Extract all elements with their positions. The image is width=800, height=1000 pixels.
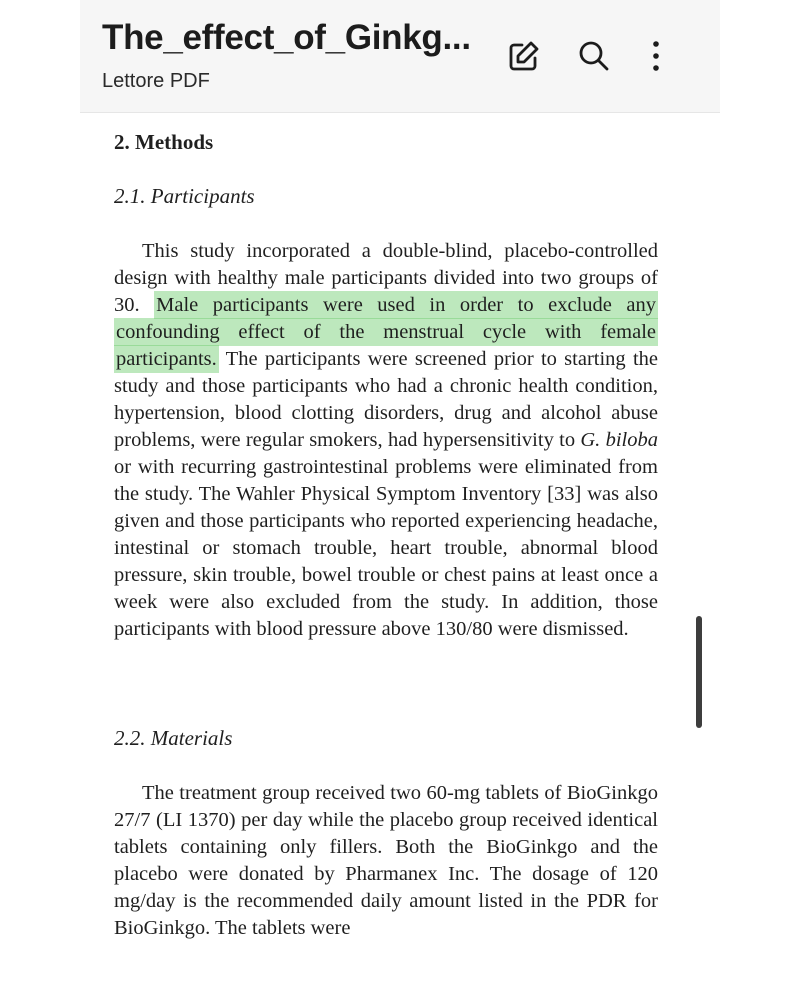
text-run: This study incorporated a double-blind, placebo-controlled design with healthy male participants divided into two groups of 30. <box>114 240 658 316</box>
edit-button[interactable] <box>504 36 544 76</box>
app-bar <box>80 0 720 113</box>
species-name: G. biloba <box>580 429 658 451</box>
subsection-participants: 2.1. Participants <box>114 184 255 208</box>
more-vert-icon <box>636 36 676 76</box>
app-subtitle: Lettore PDF <box>102 70 210 92</box>
text-run: or with recurring gastrointestinal problems were eliminated from the study. The Wahler Physical Symptom Inventory [33] was also given and those participants who reported experiencing headache, intestinal or stomach trouble, heart trouble, abnormal blood pressure, skin trouble, bowel trouble or chest pains at least once a week were also excluded from the study. In addition, those participants with blood pressure above 130/80 were dismissed. <box>114 456 658 640</box>
scrollbar-thumb[interactable] <box>696 616 702 728</box>
text-run: The participants were screened prior to starting the study and those participants who had a chronic health condition, hypertension, blood clotting disorders, drug and alcohol abuse problems, were regular smokers, had hypersensitivity to <box>114 348 658 451</box>
paragraph-participants <box>114 238 658 643</box>
search-button[interactable] <box>574 36 614 76</box>
paragraph-materials: The treatment group received two 60-mg tablets of BioGinkgo 27/7 (LI 1370) per day while the placebo group received identical tablets containing only fillers. Both the BioGinkgo and the placebo were donated by Pharmanex Inc. The dosage of 120 mg/day is the recommended daily amount listed in the PDR for BioGinkgo. The tablets were <box>114 782 658 939</box>
document-title: The_effect_of_Ginkg... <box>102 18 471 57</box>
section-title: 2. Methods <box>114 130 214 154</box>
edit-icon <box>504 36 544 76</box>
search-icon <box>574 36 614 76</box>
more-options-button[interactable] <box>636 36 676 76</box>
highlighted-text: Male participants were used in order to exclude any confounding effect of the menstrual cycle with female participants. <box>114 291 658 373</box>
subsection-materials: 2.2. Materials <box>114 726 233 750</box>
